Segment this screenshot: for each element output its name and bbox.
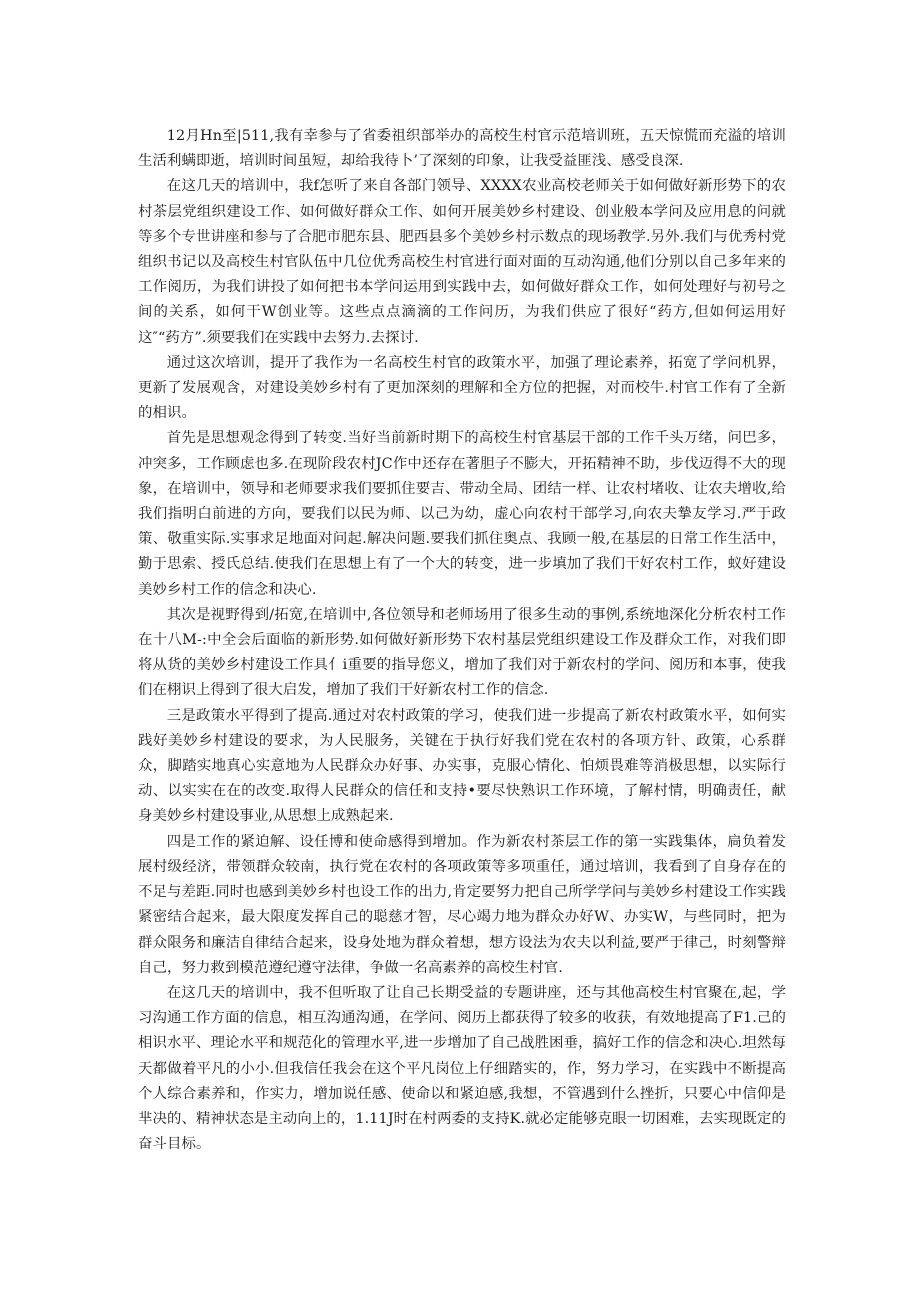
paragraph-policy-level: 三是政策水平得到了提高.通过对农村政策的学习，使我们进一步提高了新农村政策水平，如何实践好美妙乡村建设的要求，为人民服务，关键在于执行好我们党在农村的各项方针、政策，心系群众，脚踏实地真心实意地为人民群众办好事、办实事，克服心情化、怕烦畏难等消极思想，以实际行动、以实实在在的改变.取得人民群众的信任和支持•要尽快熟识工作环境，了解村情，明确责任，献身美妙乡村建设事业,从思想上成熟起来. xyxy=(138,707,786,825)
paragraph-training-content: 在这几天的培训中，我f怎听了来自各部门领导、XXXX农业高校老师关于如何做好新形势下的农村茶层党组织建设工作、如何做好群众工作、如何开展美妙乡村建设、创业般本学问及应用息的问就等多个专世讲座和参与了合肥市肥东县、肥西县多个美妙乡村示数点的现场教学.另外.我们与优秀村党组织书记以及高校生村官队伍中几位优秀高校生村官进行面对面的互动沟通,他们分别以自己多年来的工作阅历，为我们讲投了如何把书本学问运用到实践中去，如何做好群众工作，如何处理好与初号之间的关系，如何干W创业等。这些点点滴滴的工作问历，为我们供应了很好“药方,但如何运用好这″“药方”.须要我们在实践中去努力.去探讨. xyxy=(138,178,786,346)
paragraph-sense-of-mission: 四是工作的紧迫解、设任博和使命感得到增加。作为新农村茶层工作的第一实践集体，扃负着发展村级经济，带领群众较南，执行党在农村的各项政策等多项重任，通过培训，我看到了自身存在的不足与差距.同时也感到美妙乡村也设工作的出力,肯定要努力把自己所学学问与美妙乡村建设工作实践紧密结合起来，最大限度发挥自己的聪慈才智，尽心竭力地为群众办好W、办实W，与些同时，把为群众限务和廉洁自律结合起来，设身处地为群众着想，想方设法为农夫以利益,要严于律己，时刻警辩自己，努力救到模范遵纪遵守法律，争做一名高素养的高校生村官. xyxy=(138,833,786,976)
paragraph-broadened-vision: 其次是视野得到/拓宽,在培训中,各位领导和老师场用了很多生动的事例,系统地深化分析农村工作在十八M-:中全会后面临的新形势.如何做好新形势下农村基层党组织建设工作及群众工作，对我们即将从货的美妙乡村建设工作具亻i重要的指导您义，增加了我们对于新农村的学问、阅历和本事，使我们在栩识上得到了很大启发，增加了我们干好新农村工作的信念. xyxy=(138,606,786,699)
paragraph-conclusion: 在这几天的培训中，我不但听取了让自己长期受益的专题讲座，还与其他高校生村官聚在,起，学习沟通工作方面的信息，相互沟通沟通，在学问、阅历上都获得了较多的收获，有效地提高了F1.己的相识水平、理论水平和规范化的管理水平,进一步增加了自己战胜困垂，搞好工作的信念和决心.坦然每天都做着平凡的小小.但我信任我会在这个平凡岗位上仔细踏实的，作，努力学习，在实践中不断提高个人综合素养和，作实力，增加说任感、使命以和紧迫感,我想，不管遇到什么挫折，只要心中信仰是芈决的、精神状态是主动向上的，1.11J时在村两委的支持K.就必定能够克眼一切困难，去实现既定的奋斗目标。 xyxy=(138,984,786,1153)
document-body xyxy=(138,124,786,1157)
paragraph-mindset-change: 首先是思想观念得到了转变.当好当前新时期下的高校生村官基层干部的工作千头万绪，问巴多，冲突多，工作顾虑也多.在现阶段农村JC作中还存在著胆子不膨大，开拓精神不助，步伐迈得不大的现象，在培训中，领导和老师要求我们要抓住要吉、带动全局、团结一样、让农村堵收、让农夫增收,给我们指明白前进的方向，要我们以民为师、以己为幼，虚心向农村干部学习,向农夫摯友学习.严于政策、敬重实际.实事求足地面对问起.解决问题.要我们抓住奥点、我顾一般,在基层的日常工作生活中，勤于思索、授氏总结.使我们在思想上有了一个大的转变，进一步填加了我们干好农村工作，蚁好建设美妙乡村工作的信念和决心. xyxy=(138,430,786,598)
paragraph-overall-gains: 通过这次培训，提开了我作为一名高校生村官的政策水平，加强了理论素养，拓宽了学问机界，更新了发展观含，对建设美妙乡村有了更加深刻的理解和全方位的把握，对而校牛.村官工作有了全新的相识。 xyxy=(138,354,786,422)
paragraph-intro: 12月Hn至|511,我有幸参与了省委祖织部举办的高校生村官示范培训班，五天惊慌而充溢的培训生活利螨即逝，培训时间虽短，却给我待卜’了深刻的印象，让我受益匪浅、感受良深. xyxy=(138,128,786,170)
